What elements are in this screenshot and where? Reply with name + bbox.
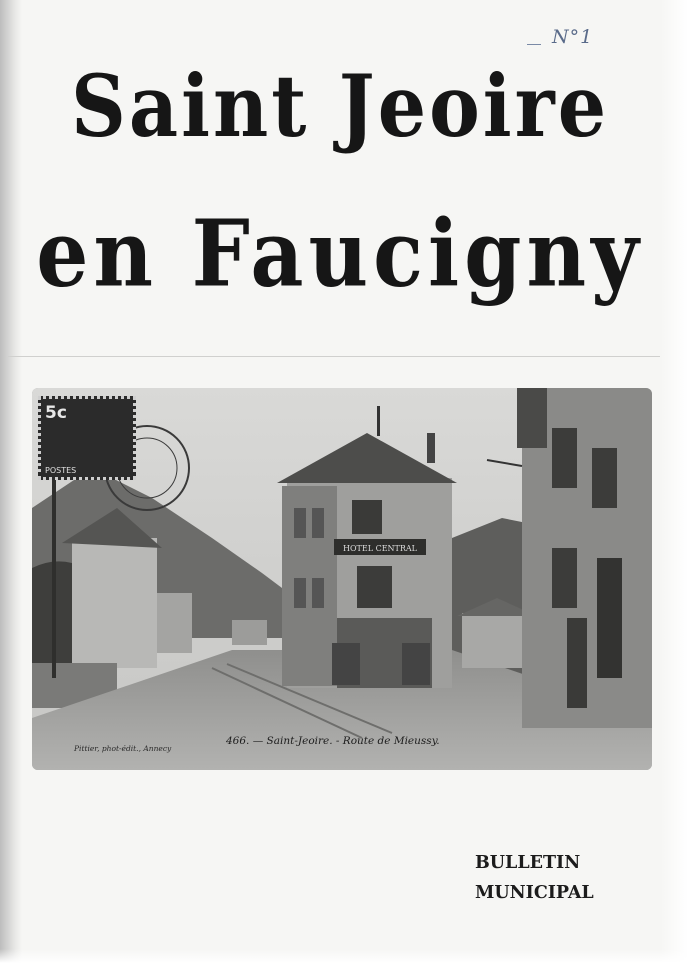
bulletin-heading [475,848,594,908]
page-fold-line [8,356,660,357]
photocopy-left-shadow [0,0,22,963]
stamp-value: 5c [45,403,67,423]
bulletin-line-2: MUNICIPAL [475,883,594,903]
title-line-2: en Faucigny [36,200,644,308]
postage-stamp [38,396,136,480]
hotel-sign-text: HOTEL CENTRAL [343,544,417,553]
issue-number: N°1 [552,26,594,48]
postcard-credit: Pittier, phot-édit., Annecy [74,744,172,753]
title-line-1: Saint Jeoire [70,56,610,157]
stamp-label: POSTES [45,466,77,475]
left-house [72,538,157,668]
photocopy-right-edge [660,0,700,963]
photocopy-bottom-edge [0,949,700,963]
postcard-caption: 466. — Saint-Jeoire. - Route de Mieussy. [226,735,440,747]
issue-dash [527,44,541,45]
bulletin-line-1: BULLETIN [475,853,581,873]
